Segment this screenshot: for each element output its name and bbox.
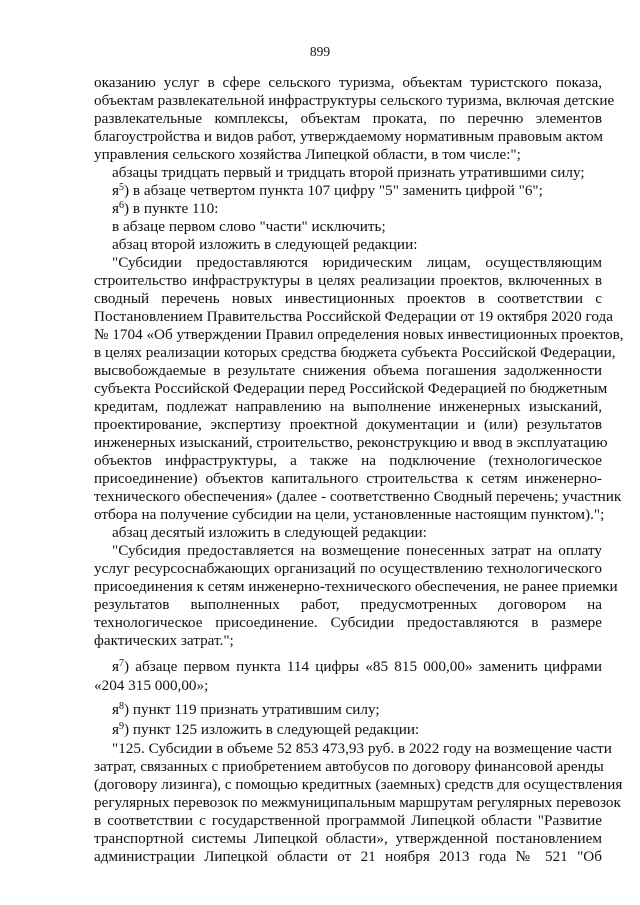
text-line: транспортной системы Липецкой области», утвержденной постановлением xyxy=(94,830,602,847)
text-line: абзац второй изложить в следующей редакции: xyxy=(112,236,418,253)
text-line: (договору лизинга), с помощью кредитных (заемных) средств для осуществления xyxy=(94,776,623,793)
text-line: технического обеспечения» (далее - соответственно Сводный перечень; участник xyxy=(94,488,622,505)
text-line: в абзаце первом слово "части" исключить; xyxy=(112,218,386,235)
text-line: абзацы тридцать первый и тридцать второй признать утратившими силу; xyxy=(112,164,585,181)
text-line: проектирование, экспертизу проектной документации и (или) результатов xyxy=(94,416,602,433)
text-line: кредитам, подлежат направлению на выполнение инженерных изысканий, xyxy=(94,398,602,415)
text-line: $я^8$) пункт 119 признать утратившим силу; xyxy=(112,701,380,718)
text-line: объектов инфраструктуры, а также на подключение (технологическое xyxy=(94,452,602,469)
text-line: "125. Субсидии в объеме 52 853 473,93 руб. в 2022 году на возмещение части xyxy=(112,740,612,757)
text-line: результатов выполненных работ, предусмотренных договором на xyxy=(94,596,602,613)
text-line: «204 315 000,00»; xyxy=(94,677,209,694)
text-line: $я^7$) абзаце первом пункта 114 цифры «85 815 000,00» заменить цифрами xyxy=(112,658,602,675)
text-line: затрат, связанных с приобретением автобусов по договору финансовой аренды xyxy=(94,758,604,775)
text-line: технологическое присоединение. Субсидии предоставляются в размере xyxy=(94,614,602,631)
text-line: $я^6$) в пункте 110: xyxy=(112,200,219,217)
text-line: развлекательные комплексы, объектам проката, по перечню элементов xyxy=(94,110,602,127)
text-line: "Субсидия предоставляется на возмещение понесенных затрат на оплату xyxy=(112,542,602,559)
text-line: № 1704 «Об утверждении Правил определения новых инвестиционных проектов, xyxy=(94,326,624,343)
text-line: присоединения к сетям инженерно-технического обеспечения, не ранее приемки xyxy=(94,578,618,595)
text-line: субъекта Российской Федерации перед Российской Федерацией по бюджетным xyxy=(94,380,608,397)
text-line: строительство инфраструктуры в целях реализации проектов, включенных в xyxy=(94,272,602,289)
text-line: регулярных перевозок по межмуниципальным маршрутам регулярных перевозок xyxy=(94,794,621,811)
text-line: "Субсидии предоставляются юридическим лицам, осуществляющим xyxy=(112,254,602,271)
text-line: объектам развлекательной инфраструктуры сельского туризма, включая детские xyxy=(94,92,615,109)
text-line: Постановлением Правительства Российской Федерации от 19 октября 2020 года xyxy=(94,308,613,325)
text-line: отбора на получение субсидии на цели, установленные настоящим пунктом)."; xyxy=(94,506,605,523)
text-line: в целях реализации которых средства бюджета субъекта Российской Федерации, xyxy=(94,344,616,361)
text-line: фактических затрат."; xyxy=(94,632,234,649)
text-line: благоустройства и видов работ, утверждаемому нормативным правовым актом xyxy=(94,128,604,145)
text-line: $я^5$) в абзаце четвертом пункта 107 цифру "5" заменить цифрой "6"; xyxy=(112,182,543,199)
text-line: абзац десятый изложить в следующей редакции: xyxy=(112,524,427,541)
text-line: в соответствии с государственной программой Липецкой области "Развитие xyxy=(94,812,602,829)
text-line: администрации Липецкой области от 21 ноября 2013 года № 521 "Об xyxy=(94,848,602,865)
text-line: оказанию услуг в сфере сельского туризма, объектам туристского показа, xyxy=(94,74,602,91)
text-line: $я^9$) пункт 125 изложить в следующей редакции: xyxy=(112,721,420,738)
text-line: услуг ресурсоснабжающих организаций по осуществлению технологического xyxy=(94,560,602,577)
page-number: 899 xyxy=(309,44,331,59)
text-line: высвобождаемые в результате снижения объема погашения задолженности xyxy=(94,362,602,379)
text-line: сводный перечень новых инвестиционных проектов в соответствии с xyxy=(94,290,602,307)
text-line: управления сельского хозяйства Липецкой области, в том числе:"; xyxy=(94,146,521,163)
text-line: инженерных изысканий, строительство, реконструкцию и ввод в эксплуатацию xyxy=(94,434,608,451)
text-line: присоединение) объектов капитального строительства к сетям инженерно- xyxy=(94,470,602,487)
